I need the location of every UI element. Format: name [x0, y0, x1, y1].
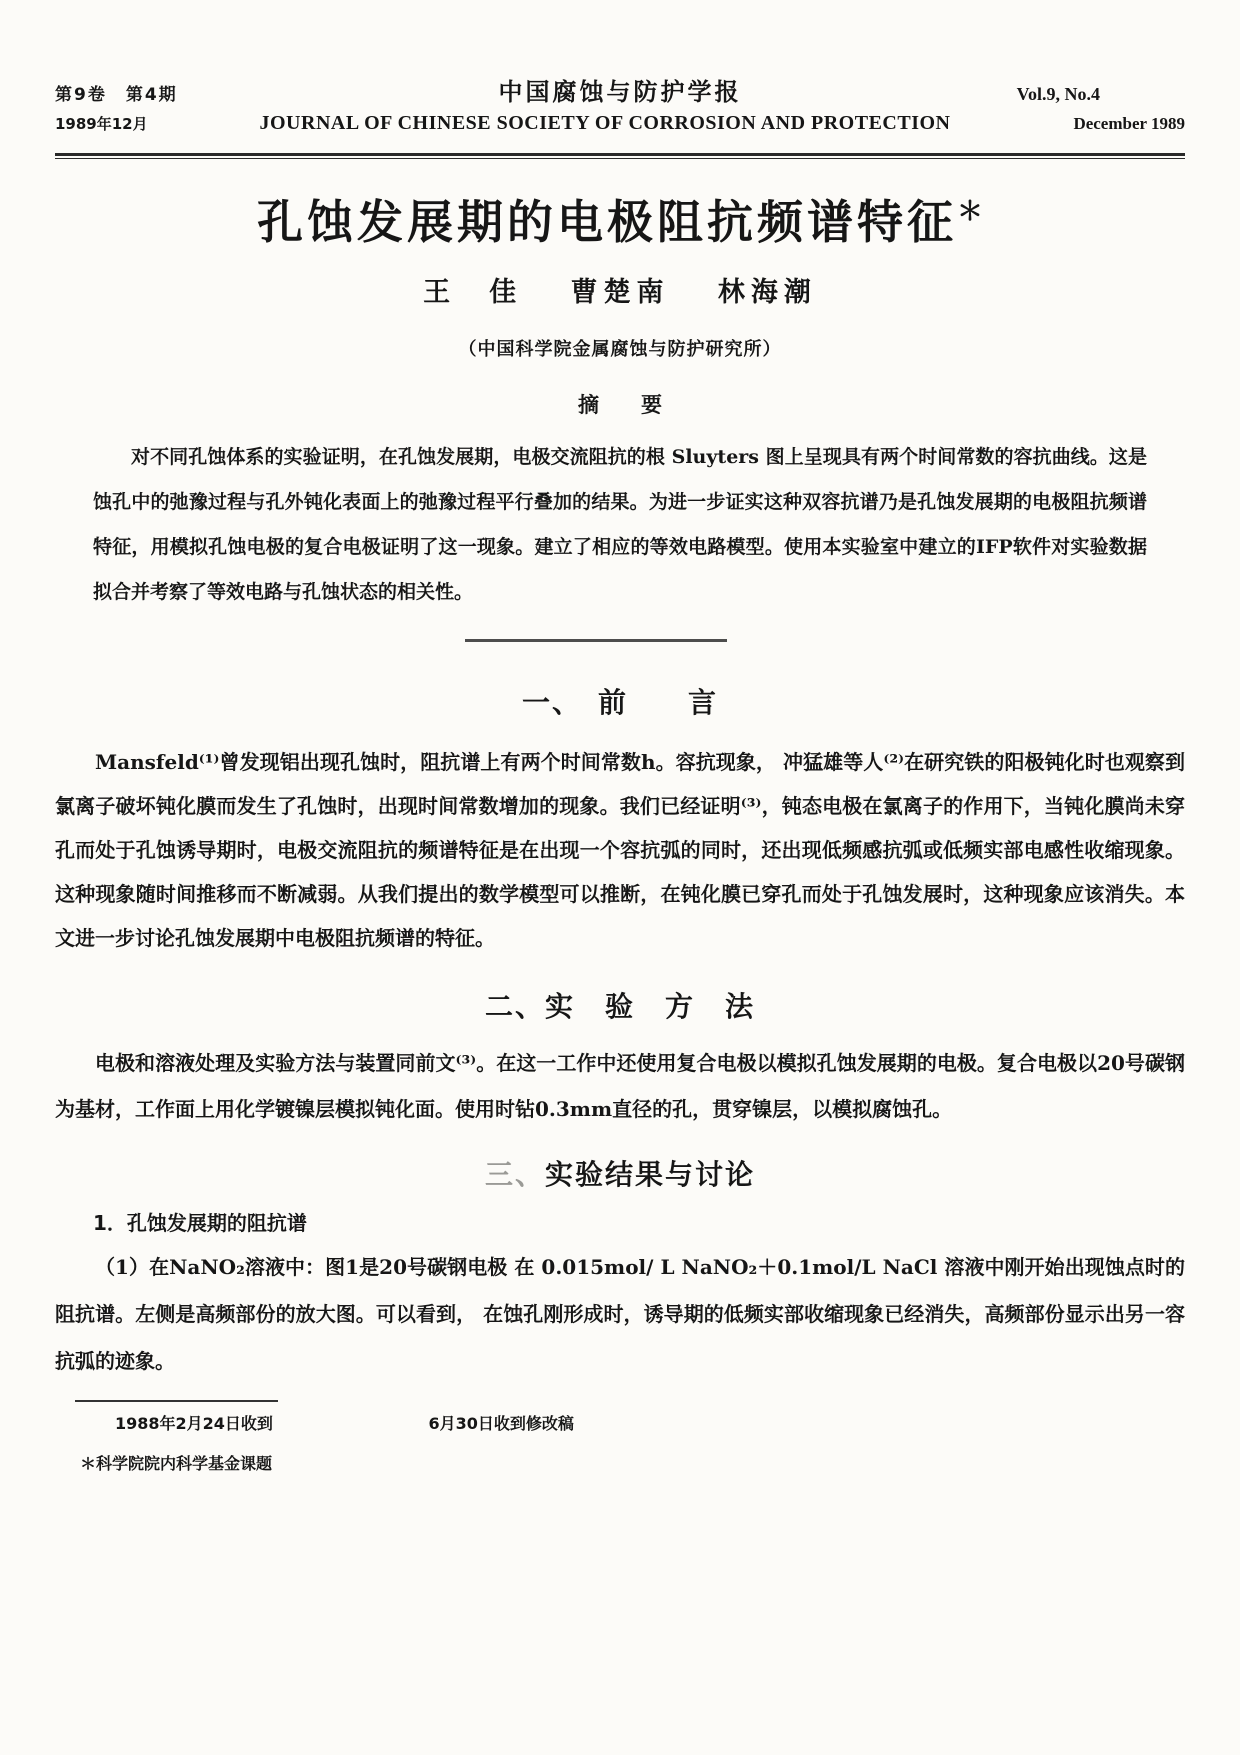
- abstract-heading: 摘 要: [578, 393, 662, 417]
- footnote-rule: [75, 1400, 278, 1402]
- section-1-heading: 一、 前 言: [521, 686, 718, 719]
- article-title: [55, 183, 1185, 251]
- issue-date-cn: 1989年12月: [55, 115, 148, 133]
- section-1-paragraph: Mansfeld⁽¹⁾曾发现铝出现孔蚀时，阻抗谱上有两个时间常数h。容抗现象， 冲猛雄等人⁽²⁾在研究铁的阳极钝化时也观察到氯离子破坏钝化膜而发生了孔蚀时，出现时间常数增加的现象。我们已经证明⁽³⁾，钝态电极在氯离子的作用下，当钝化膜尚未穿孔而处于孔蚀诱导期时，电极交流阻抗的频谱特征是在出现一个容抗弧的同时，还出现低频感抗弧或低频实部电感性收缩现象。这种现象随时间推移而不断减弱。从我们提出的数学模型可以推断，在钝化膜已穿孔而处于孔蚀发展时，这种现象应该消失。本文进一步讨论孔蚀发展期中电极阻抗频谱的特征。: [55, 750, 1185, 950]
- abstract-divider-rule: [465, 639, 727, 642]
- journal-header-row-2: [55, 112, 1185, 142]
- authors: 王 佳 曹楚南 林海潮: [423, 277, 817, 308]
- abstract-text: 对不同孔蚀体系的实验证明，在孔蚀发展期，电极交流阻抗的根 Sluyters 图上呈现具有两个时间常数的容抗曲线。这是蚀孔中的弛豫过程与孔外钝化表面上的弛豫过程平行叠加的结果。为进一步证实这种双容抗谱乃是孔蚀发展期的电极阻抗频谱特征，用模拟孔蚀电极的复合电极证明了这一现象。建立了相应的等效电路模型。使用本实验室中建立的IFP软件对实验数据拟合并考察了等效电路与孔蚀状态的相关性。: [93, 446, 1147, 603]
- volume-issue-cn: 第9卷 第4期: [55, 85, 178, 105]
- section-3-paragraph: （1）在NaNO₂溶液中：图1是20号碳钢电极 在 0.015mol/ L NaNO₂＋0.1mol/L NaCl 溶液中刚开始出现蚀点时的阻抗谱。左侧是高频部份的放大图。可以看到， 在蚀孔刚形成时，诱导期的低频实部收缩现象已经消失，高频部份显示出另一容抗弧的迹象。: [55, 1255, 1185, 1373]
- section-3-heading: 三、实验结果与讨论: [484, 1158, 756, 1191]
- header-double-rule: [55, 153, 1185, 159]
- footnote-dates: [55, 1412, 1185, 1436]
- journal-header-row-1: [55, 72, 1185, 106]
- fund-note: ＊科学院院内科学基金课题: [80, 1454, 273, 1473]
- section-2-heading: 二、实 验 方 法: [484, 990, 755, 1023]
- subsection-1-heading: 1．孔蚀发展期的阻抗谱: [93, 1211, 307, 1235]
- received-date: 1988年2月24日收到: [115, 1414, 273, 1433]
- journal-title-cn: 中国腐蚀与防护学报: [498, 78, 742, 106]
- issue-date-en: December 1989: [1073, 114, 1185, 133]
- title-footnote-marker: ＊: [956, 197, 983, 227]
- revised-date: 6月30日收到修改稿: [428, 1414, 574, 1433]
- article-title-text: 孔蚀发展期的电极阻抗频谱特征: [256, 195, 957, 249]
- section-2-paragraph: 电极和溶液处理及实验方法与装置同前文⁽³⁾。在这一工作中还使用复合电极以模拟孔蚀发展期的电极。复合电极以20号碳钢为基材，工作面上用化学镀镍层模拟钝化面。使用时钻0.3mm直径的孔，贯穿镍层，以模拟腐蚀孔。: [55, 1051, 1185, 1121]
- journal-title-en: JOURNAL OF CHINESE SOCIETY OF CORROSION AND PROTECTION: [259, 112, 951, 134]
- affiliation: （中国科学院金属腐蚀与防护研究所）: [458, 339, 782, 360]
- volume-issue-en: Vol.9, No.4: [1016, 84, 1100, 104]
